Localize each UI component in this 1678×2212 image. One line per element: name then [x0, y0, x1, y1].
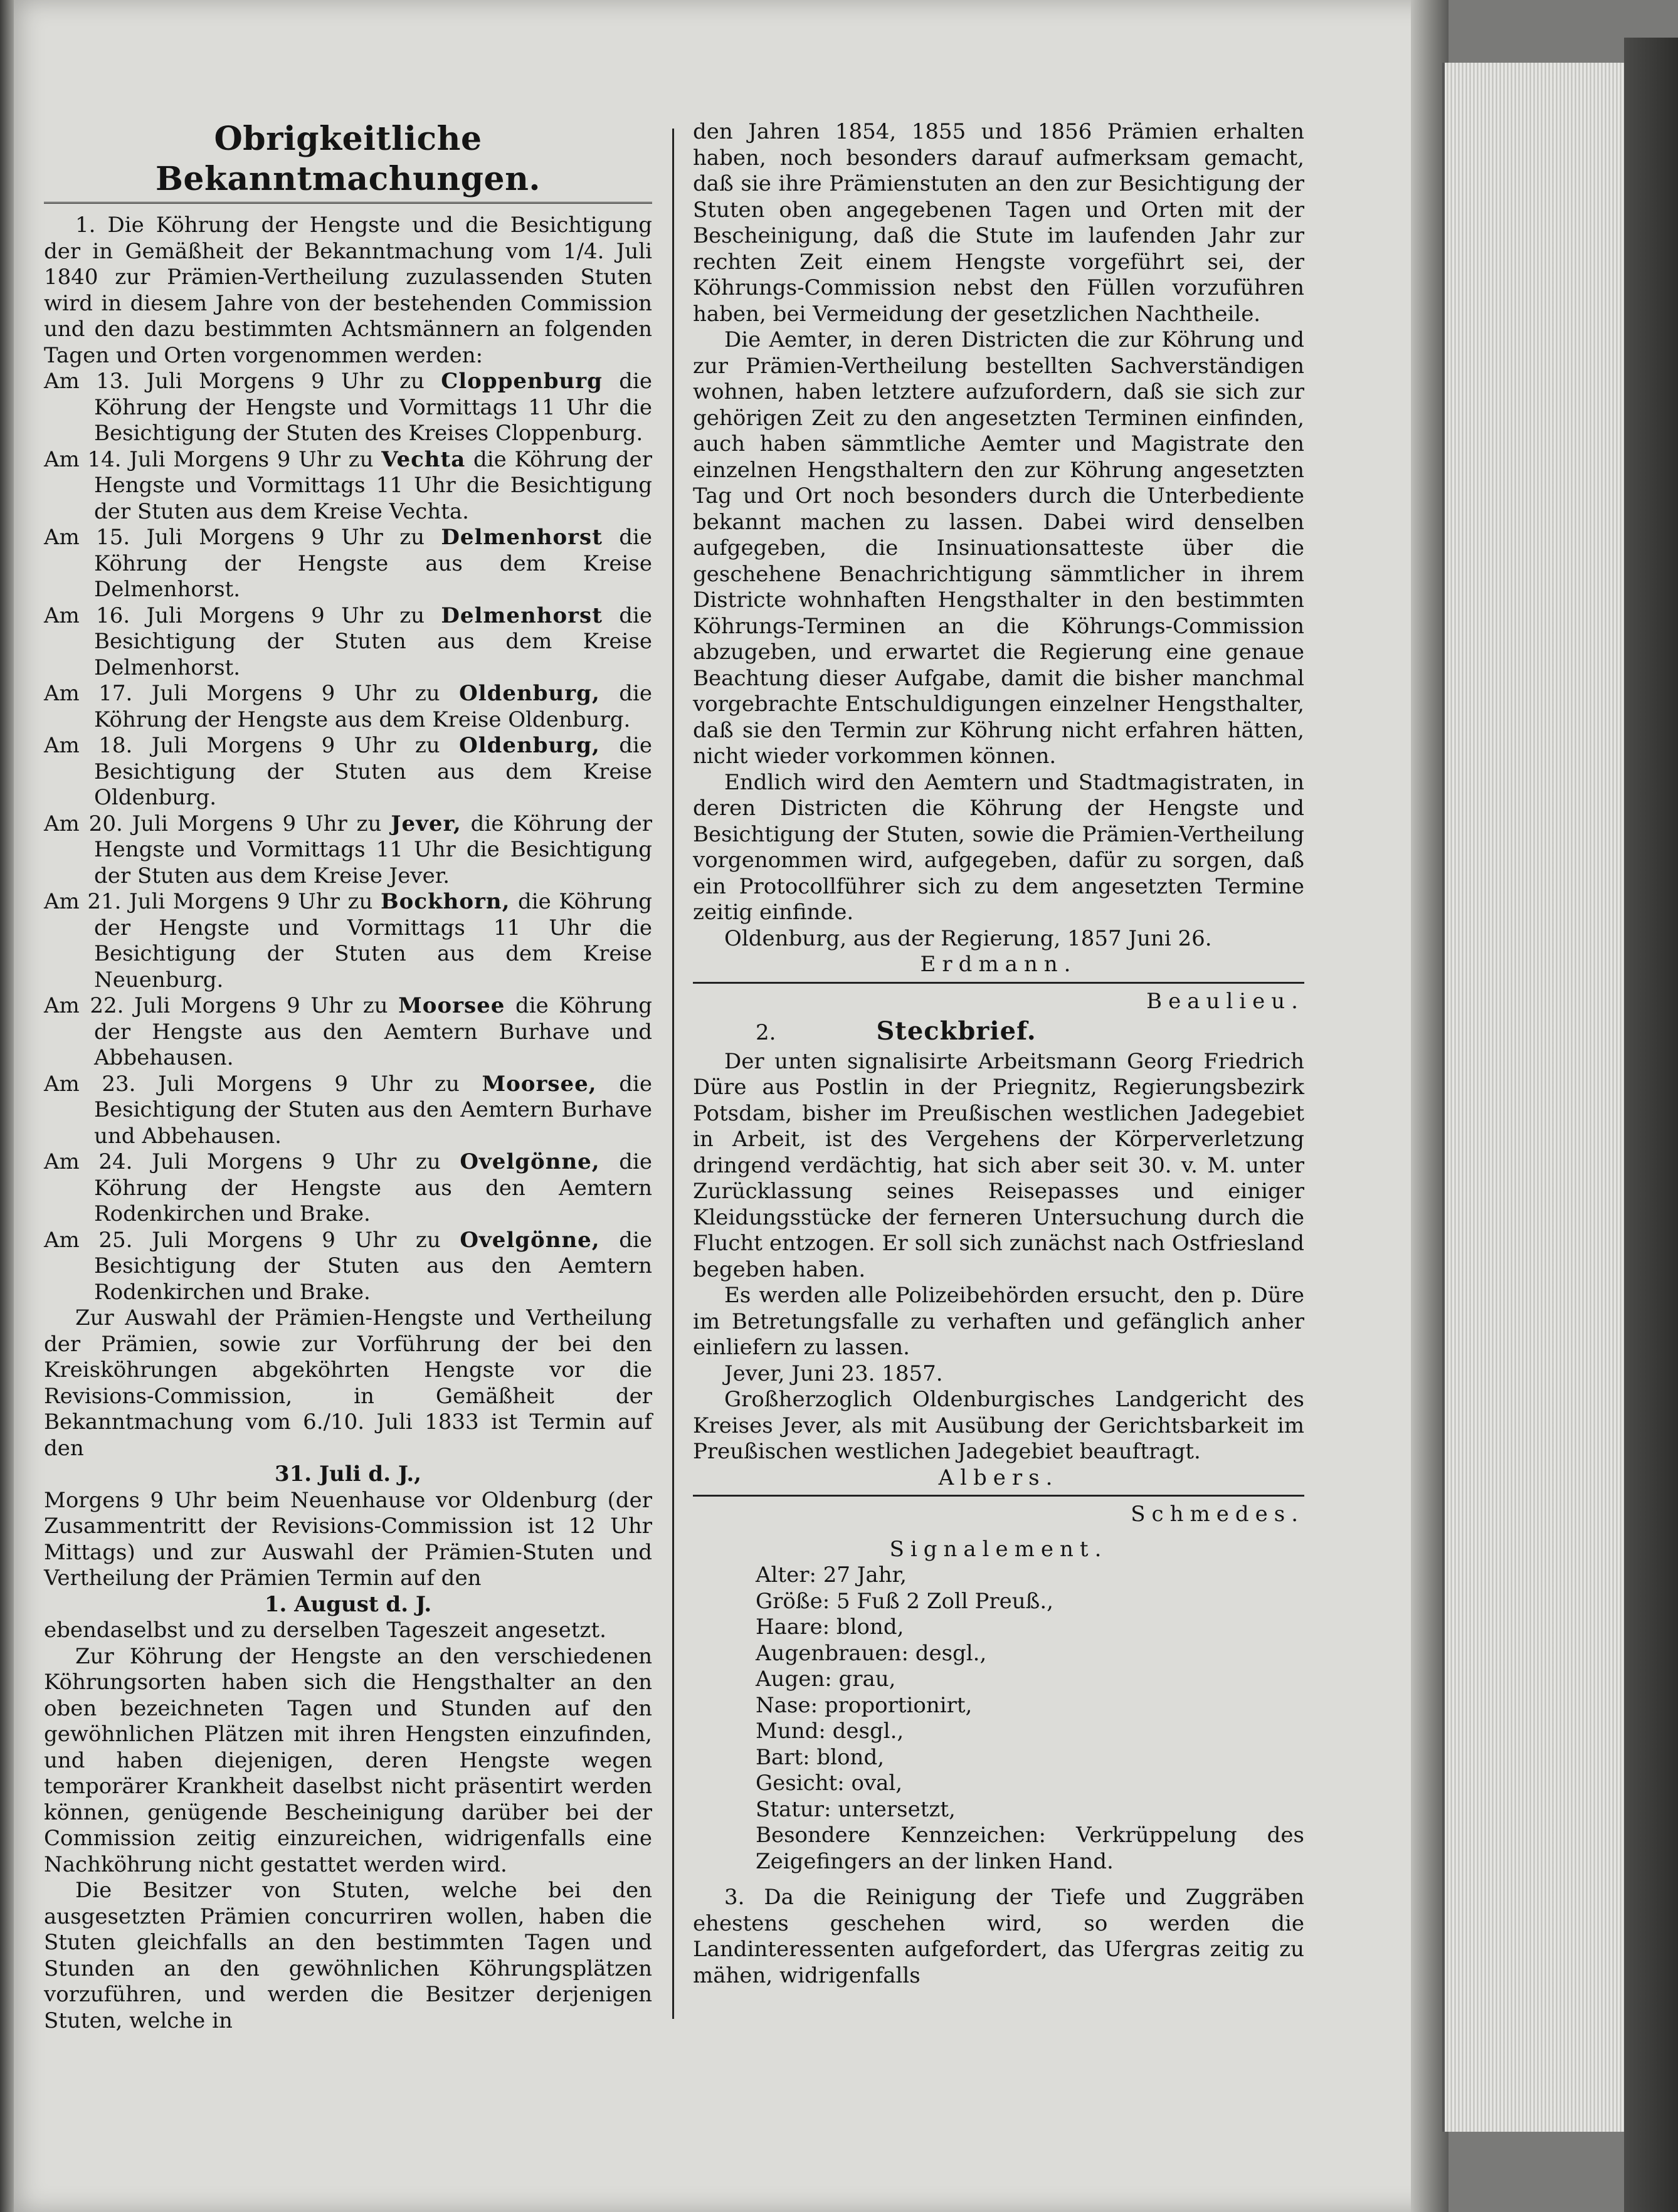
- signature-beaulieu: Beaulieu.: [1146, 988, 1304, 1014]
- notice-3-paragraph: 3. Da die Reinigung der Tiefe und Zuggräben ehestens geschehen wird, so werden die Landinteressenten aufgefordert, das Ufergras zeitig zu mähen, widrigenfalls: [693, 1885, 1304, 1988]
- entry-place: Vechta: [381, 446, 466, 472]
- entry-text: Am 20. Juli Morgens 9 Uhr zu: [44, 811, 391, 836]
- entry-place: Ovelgönne,: [460, 1227, 600, 1253]
- steckbrief-title: Steckbrief.: [876, 1016, 1037, 1046]
- schedule-entry: [44, 811, 652, 890]
- continuation-paragraph: den Jahren 1854, 1855 und 1856 Prämien erhalten haben, noch besonders darauf aufmerksam gemacht, daß sie ihre Prämienstuten an den zur Besichtigung der Stuten oben angegebenen Tagen und Orten mit der Bescheinigung, daß die Stute im laufenden Jahr zur rechten Zeit einem Hengste vorgeführt sei, der Köhrungs-Commission nebst den Füllen vorzuführen haben, bei Vermeidung der gesetzlichen Nachtheile.: [693, 119, 1304, 327]
- signalement-item: Alter: 27 Jahr,: [756, 1562, 907, 1588]
- entry-text: die Köhrung der Hengste aus dem Kreise Delmenhorst.: [94, 525, 652, 602]
- notice-number-2: 2.: [756, 1020, 776, 1045]
- schedule-entry: [44, 733, 652, 811]
- entry-text: die Köhrung der Hengste und Vormittags 11 Uhr die Besichtigung der Stuten aus dem Kreise Neuenburg.: [94, 889, 652, 993]
- entry-text: Am 18. Juli Morgens 9 Uhr zu: [44, 733, 460, 758]
- entry-text: die Köhrung der Hengste und Vormittags 11 Uhr die Besichtigung der Stuten des Kreises Cloppenburg.: [94, 369, 652, 446]
- schedule-entry: [44, 1149, 652, 1228]
- polizei-paragraph: Es werden alle Polizeibehörden ersucht, den p. Düre im Betretungsfalle zu verhaften und gefänglich anher einliefern zu lassen.: [693, 1283, 1304, 1360]
- entry-text: Am 23. Juli Morgens 9 Uhr zu: [44, 1071, 482, 1097]
- column-divider: [672, 129, 674, 2019]
- entry-text: die Besichtigung der Stuten aus den Aemtern Rodenkirchen und Brake.: [94, 1227, 652, 1305]
- signalement-item: Gesicht: oval,: [756, 1771, 903, 1796]
- entry-text: Am 14. Juli Morgens 9 Uhr zu: [44, 446, 382, 472]
- entry-text: Am 25. Juli Morgens 9 Uhr zu: [44, 1227, 460, 1253]
- entry-place: Jever,: [391, 811, 462, 836]
- entry-text: Am 15. Juli Morgens 9 Uhr zu: [44, 525, 441, 550]
- separator-rule-2: [693, 1495, 1304, 1497]
- signature-schmedes: Schmedes.: [1131, 1502, 1304, 1527]
- right-column: [693, 119, 1304, 1989]
- schedule-entry: [44, 1228, 652, 1306]
- morgens-paragraph: Morgens 9 Uhr beim Neuenhause vor Oldenburg (der Zusammentritt der Revisions-Commission ist 12 Uhr Mittags) und zur Auswahl der Prämien-Stuten und Vertheilung der Prämien Termin auf den: [44, 1487, 652, 1591]
- steckbrief-paragraph: Der unten signalisirte Arbeitsmann Georg Friedrich Düre aus Postlin in der Priegnitz, Regierungsbezirk Potsdam, bisher im Preußischen westlichen Jadegebiet in Arbeit, ist des Vergehens der Körperverletzung dringend verdächtig, hat sich aber seit 30. v. M. unter Zurücklassung seines Reisepasses und einiger Kleidungsstücke der ferneren Untersuchung durch die Flucht entzogen. Er soll sich zunächst nach Ostfriesland begeben haben.: [693, 1048, 1304, 1282]
- entry-text: Am 16. Juli Morgens 9 Uhr zu: [44, 603, 441, 628]
- koehrung-paragraph: Zur Köhrung der Hengste an den verschiedenen Köhrungsorten haben sich die Hengsthalter an den oben bezeichneten Tagen und Stunden auf den gewöhnlichen Plätzen mit ihren Hengsten einzufinden, und haben diejenigen, deren Hengste wegen temporärer Krankheit daselbst nicht präsentirt werden können, genügende Bescheinigung darüber bei der Commission zeitig einzureichen, widrigenfalls eine Nachköhrung nicht gestattet werden wird.: [44, 1643, 652, 1877]
- entry-place: Oldenburg,: [459, 733, 600, 758]
- signalement-item: Haare: blond,: [756, 1614, 904, 1640]
- signalement-item: Augenbrauen: desgl.,: [756, 1640, 987, 1666]
- entry-place: Moorsee: [398, 993, 505, 1018]
- entry-text: die Köhrung der Hengste und Vormittags 11 Uhr die Besichtigung der Stuten aus dem Kreise Jever.: [94, 811, 652, 888]
- date-31-july: 31. Juli d. J.,: [274, 1462, 422, 1487]
- entry-text: die Köhrung der Hengste und Vormittags 11 Uhr die Besichtigung der Stuten aus dem Kreise Vechta.: [94, 446, 652, 524]
- date-1-august: 1. August d. J.: [264, 1591, 432, 1617]
- notice-1-intro: 1. Die Köhrung der Hengste und die Besichtigung der in Gemäßheit der Bekanntmachung vom 1/4. Juli 1840 zur Prämien-Vertheilung zuzulassenden Stuten wird in diesem Jahre von der bestehenden Commission und den dazu bestimmten Achtsmännern an folgenden Tagen und Orten vorgenommen werden:: [44, 213, 652, 368]
- separator-rule: [693, 982, 1304, 984]
- entry-place: Ovelgönne,: [460, 1149, 600, 1174]
- schedule-entry: [44, 603, 652, 682]
- schedule-list: [44, 369, 652, 1305]
- signalement-item: Nase: proportionirt,: [756, 1692, 973, 1718]
- signalement-item: Größe: 5 Fuß 2 Zoll Preuß.,: [756, 1588, 1053, 1614]
- endlich-paragraph: Endlich wird den Aemtern und Stadtmagistraten, in deren Districten die Köhrung der Hengste und Besichtigung der Stuten, sowie die Prämien-Vertheilung vorgenommen wird, aufgegeben, dafür zu sorgen, daß ein Protocollführer sich zu dem angesetzten Termine zeitig einfinde.: [693, 769, 1304, 925]
- entry-text: die Köhrung der Hengste aus den Aemtern Rodenkirchen und Brake.: [94, 1149, 652, 1226]
- left-column: [44, 119, 652, 2034]
- book-cover: [1624, 38, 1678, 2212]
- signalement-item: Mund: desgl.,: [756, 1719, 904, 1744]
- page-left-edge: [0, 0, 14, 2212]
- schedule-entry: [44, 1072, 652, 1150]
- aemter-paragraph: Die Aemter, in deren Districten die zur Köhrung und zur Prämien-Vertheilung bestellten Sachverständigen wohnen, haben letztere aufzufordern, daß sie sich zur gehörigen Zeit zu den angesetzten Terminen einfinden, auch haben sämmtliche Aemter und Magistrate den einzelnen Hengsthaltern den zur Köhrung angesetzten Tag und Ort noch besonders durch die Unterbediente bekannt machen zu lassen. Dabei wird denselben aufgegeben, die Insinuationsatteste über die geschehene Benachrichtigung sämmtlicher in ihrem Districte wohnhaften Hengsthalter in den bestimmten Köhrungs-Terminen an die Köhrungs-Commission abzugeben, und erwartet die Regierung eine genaue Beachtung dieser Aufgabe, damit die bisher manchmal vorgebrachte Entschuldigungen einzelner Hengsthalter, daß sie den Termin zur Köhrung nicht erfahren hätten, nicht wieder vorkommen können.: [693, 327, 1304, 769]
- entry-text: die Besichtigung der Stuten aus den Aemtern Burhave und Abbehausen.: [94, 1071, 652, 1149]
- schedule-entry: [44, 993, 652, 1072]
- signalement-item: Bart: blond,: [756, 1744, 885, 1770]
- entry-text: Am 13. Juli Morgens 9 Uhr zu: [44, 369, 441, 394]
- court-paragraph: Großherzoglich Oldenburgisches Landgericht des Kreises Jever, als mit Ausübung der Gerichtsbarkeit im Preußischen westlichen Jadegebiet beauftragt.: [693, 1387, 1304, 1464]
- besitzer-paragraph: Die Besitzer von Stuten, welche bei den ausgesetzten Prämien concurriren wollen, haben die Stuten gleichfalls an den bestimmten Tagen und Stunden an den gewöhnlichen Köhrungsplätzen vorzuführen, und werden die Besitzer derjenigen Stuten, welche in: [44, 1878, 652, 2033]
- page-heading: Obrigkeitliche Bekanntmachungen.: [44, 119, 652, 204]
- entry-place: Delmenhorst: [441, 603, 603, 628]
- schedule-entry: [44, 369, 652, 447]
- signalement-item: Besondere Kennzeichen: Verkrüppelung des Zeigefingers an der linken Hand.: [756, 1823, 1304, 1874]
- entry-text: Am 22. Juli Morgens 9 Uhr zu: [44, 993, 399, 1018]
- entry-text: die Köhrung der Hengste aus dem Kreise Oldenburg.: [94, 681, 652, 732]
- signature-erdmann: Erdmann.: [920, 952, 1077, 977]
- entry-text: die Besichtigung der Stuten aus dem Kreise Oldenburg.: [94, 733, 652, 810]
- schedule-entry: [44, 447, 652, 525]
- schedule-entry: [44, 525, 652, 603]
- signalement-title: Signalement.: [889, 1536, 1108, 1562]
- entry-place: Delmenhorst: [441, 525, 603, 550]
- entry-place: Bockhorn,: [380, 889, 510, 914]
- signalement-list: [693, 1562, 1304, 1875]
- auswahl-paragraph: Zur Auswahl der Prämien-Hengste und Vertheilung der Prämien, sowie zur Vorführung der bei den Kreisköhrungen abgeköhrten Hengste vor die Revisions-Commission, in Gemäßheit der Bekanntmachung vom 6./10. Juli 1833 ist Termin auf den: [44, 1305, 652, 1461]
- signalement-item: Augen: grau,: [756, 1667, 896, 1692]
- book-page-edges: [1442, 63, 1633, 2132]
- entry-text: Am 17. Juli Morgens 9 Uhr zu: [44, 681, 460, 706]
- entry-text: die Köhrung der Hengste aus den Aemtern Burhave und Abbehausen.: [94, 993, 652, 1070]
- entry-text: Am 21. Juli Morgens 9 Uhr zu: [44, 889, 381, 914]
- signature-albers: Albers.: [938, 1465, 1059, 1490]
- signalement-item: Statur: untersetzt,: [756, 1796, 956, 1822]
- entry-place: Cloppenburg: [441, 369, 603, 394]
- entry-text: die Besichtigung der Stuten aus dem Kreise Delmenhorst.: [94, 603, 652, 680]
- entry-text: Am 24. Juli Morgens 9 Uhr zu: [44, 1149, 460, 1174]
- ebenda-line: ebendaselbst und zu derselben Tageszeit angesetzt.: [44, 1618, 606, 1643]
- schedule-entry: [44, 681, 652, 733]
- place-date-oldenburg: Oldenburg, aus der Regierung, 1857 Juni 26.: [724, 925, 1212, 951]
- place-date-jever: Jever, Juni 23. 1857.: [724, 1361, 943, 1386]
- steckbrief-header: [693, 1018, 1304, 1046]
- entry-place: Oldenburg,: [459, 681, 600, 706]
- entry-place: Moorsee,: [482, 1071, 597, 1097]
- schedule-entry: [44, 889, 652, 993]
